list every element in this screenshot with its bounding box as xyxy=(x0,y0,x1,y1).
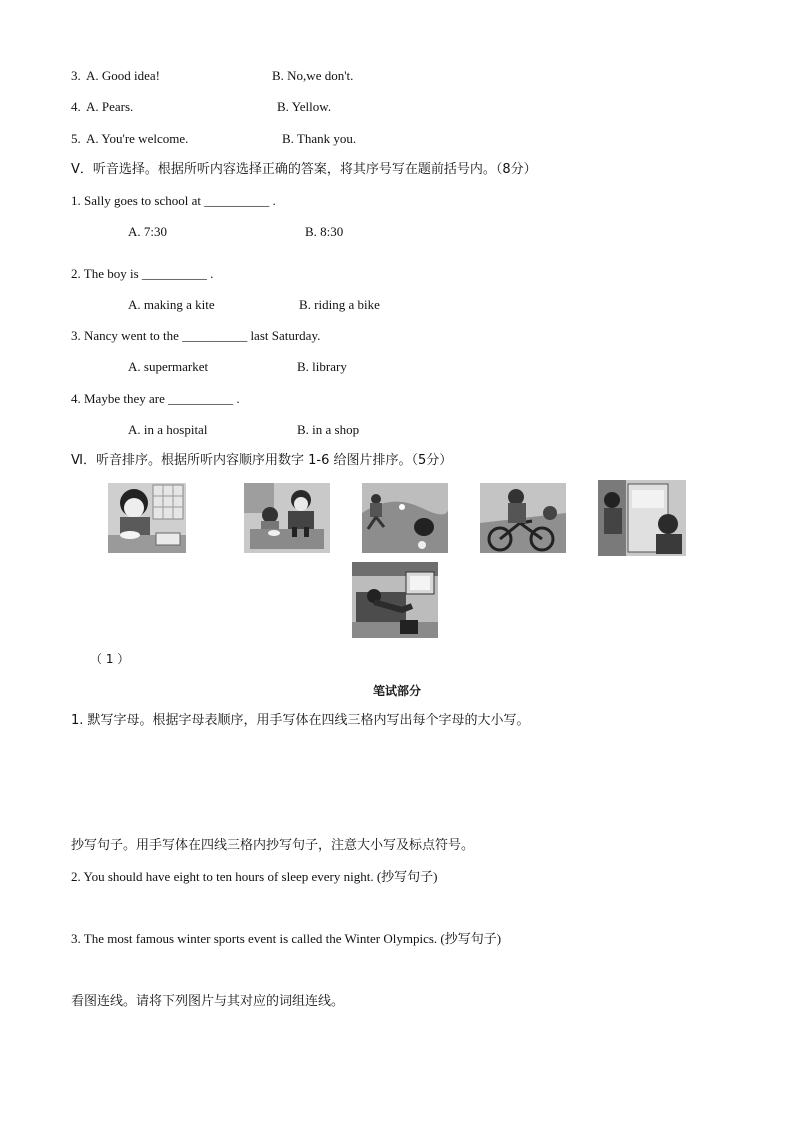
s5-q2-option-b: B. riding a bike xyxy=(299,297,380,312)
item-4-number: 4. xyxy=(71,99,81,114)
item-5-number: 5. xyxy=(71,131,81,146)
item-3-number: 3. xyxy=(71,68,81,83)
section-6-answer: （ 1 ） xyxy=(90,652,130,666)
picture-riding-bike xyxy=(480,483,566,553)
item-3-option-a: A. Good idea! xyxy=(86,68,161,83)
picture-boy-refrigerator xyxy=(598,480,686,556)
s5-q1-option-a: A. 7:30 xyxy=(128,224,167,239)
item-4-option-b: B. Yellow. xyxy=(277,99,332,114)
s5-q3-option-a: A. supermarket xyxy=(128,359,209,374)
s5-q4-stem: 4. Maybe they are __________ . xyxy=(71,391,240,406)
s5-q4-option-a: A. in a hospital xyxy=(128,422,208,437)
s5-q3-stem: 3. Nancy went to the __________ last Saturday. xyxy=(71,328,321,343)
picture-watching-tv xyxy=(352,562,438,638)
section-5-title: V．听音选择。根据所听内容选择正确的答案，将其序号写在题前括号内。（8分） xyxy=(71,162,537,177)
item-3-option-b: B. No,we don't. xyxy=(272,68,354,83)
matching-instruction: 看图连线。请将下列图片与其对应的词组连线。 xyxy=(71,994,345,1009)
s5-q2-option-a: A. making a kite xyxy=(128,297,215,312)
s5-q1-stem: 1. Sally goes to school at __________ . xyxy=(71,193,276,208)
item-4-option-a: A. Pears. xyxy=(86,99,134,114)
s5-q4-option-b: B. in a shop xyxy=(297,422,360,437)
picture-boy-breakfast xyxy=(108,483,186,553)
written-part-title: 笔试部分 xyxy=(372,684,421,698)
written-q1: 1. 默写字母。根据字母表顺序，用手写体在四线三格内写出每个字母的大小写。 xyxy=(71,713,530,728)
copy-instruction: 抄写句子。用手写体在四线三格内抄写句子，注意大小写及标点符号。 xyxy=(71,838,475,853)
picture-playing-football xyxy=(362,483,448,553)
picture-family-dinner xyxy=(244,483,330,553)
s5-q1-option-b: B. 8:30 xyxy=(305,224,344,239)
s5-q2-stem: 2. The boy is __________ . xyxy=(71,266,214,281)
section-6-title: Ⅵ．听音排序。根据所听内容顺序用数字 1-6 给图片排序。（5分） xyxy=(71,453,453,468)
written-q2: 2. You should have eight to ten hours of sleep every night. (抄写句子) xyxy=(71,869,438,884)
item-5-option-b: B. Thank you. xyxy=(282,131,357,146)
item-5-option-a: A. You're welcome. xyxy=(86,131,189,146)
s5-q3-option-b: B. library xyxy=(297,359,347,374)
written-q3: 3. The most famous winter sports event is called the Winter Olympics. (抄写句子) xyxy=(71,931,502,946)
